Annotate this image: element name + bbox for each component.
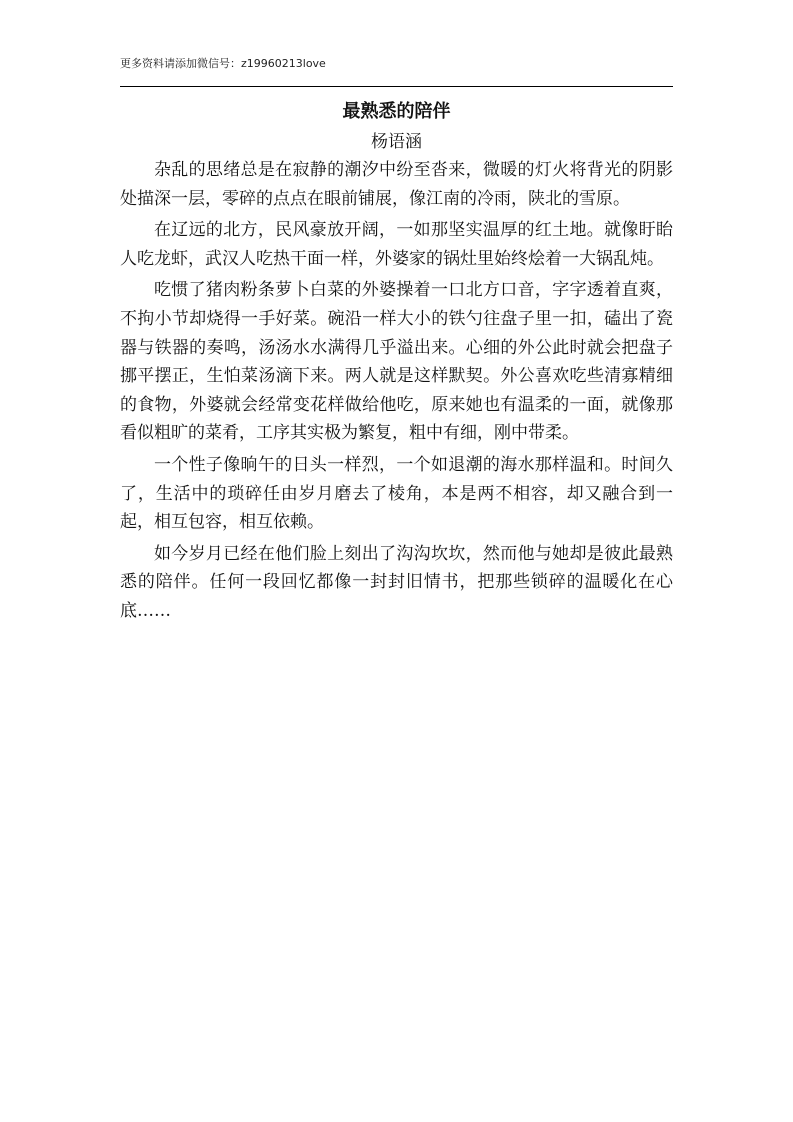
paragraph-1: 杂乱的思绪总是在寂静的潮汐中纷至沓来，微暖的灯火将背光的阴影处描深一层，零碎的点点在眼前铺展，像江南的冷雨，陕北的雪原。 bbox=[120, 160, 673, 209]
article bbox=[120, 98, 673, 626]
header-note: 更多资料请添加微信号：z19960213love bbox=[120, 57, 326, 70]
paragraph-5: 如今岁月已经在他们脸上刻出了沟沟坎坎，然而他与她却是彼此最熟悉的陪伴。任何一段回忆都像一封封旧情书，把那些锁碎的温暖化在心底…… bbox=[120, 543, 673, 621]
paragraph-4: 一个性子像晌午的日头一样烈，一个如退潮的海水那样温和。时间久了，生活中的琐碎任由岁月磨去了棱角，本是两不相容，却又融合到一起，相互包容，相互依赖。 bbox=[120, 454, 673, 533]
paragraph-2: 在辽远的北方，民风豪放开阔，一如那坚实温厚的红土地。就像盱眙人吃龙虾，武汉人吃热干面一样，外婆家的锅灶里始终烩着一大锅乱炖。 bbox=[120, 220, 673, 269]
article-title: 最熟悉的陪伴 bbox=[342, 101, 451, 122]
paragraph-3: 吃惯了猪肉粉条萝卜白菜的外婆操着一口北方口音，字字透着直爽，不拘小节却烧得一手好菜。碗沿一样大小的铁勺往盘子里一扣，磕出了瓷器与铁器的奏鸣，汤汤水水满得几乎溢出来。心细的外公此时就会把盘子挪平摆正，生怕菜汤滴下来。两人就是这样默契。外公喜欢吃些清寡精细的食物，外婆就会经常变花样做给他吃，原来她也有温柔的一面，就像那看似粗旷的菜肴，工序其实极为繁复，粗中有细，刚中带柔。 bbox=[120, 280, 673, 444]
article-author: 杨语涵 bbox=[371, 132, 422, 152]
header-divider bbox=[120, 86, 673, 87]
